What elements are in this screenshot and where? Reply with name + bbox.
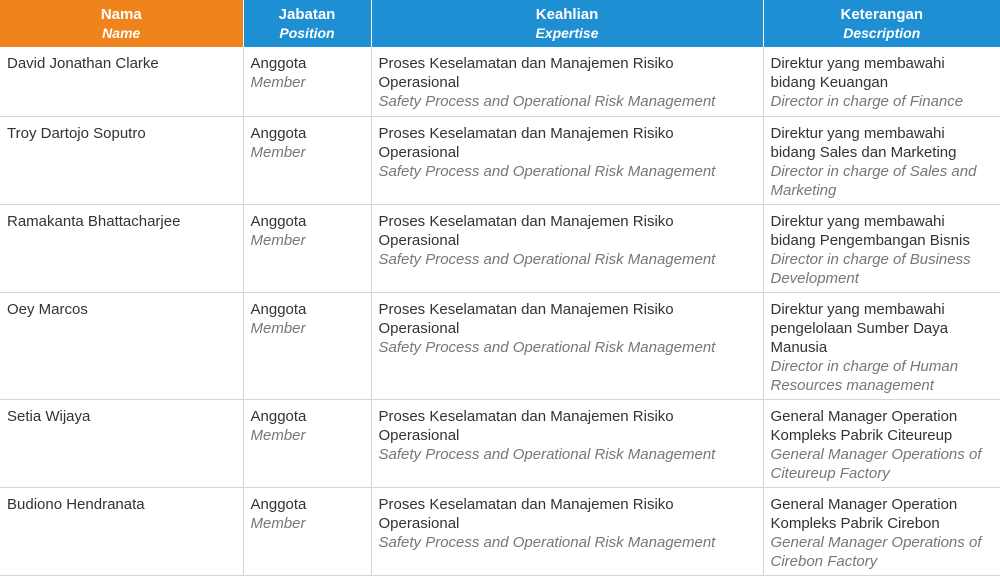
cell-name [0,116,243,204]
table-row [0,116,1000,204]
header-description [763,0,1000,47]
header-position-en: Position [244,24,371,42]
member-name: Setia Wijaya [7,408,90,425]
cell-position [243,399,371,487]
member-name: Troy Dartojo Soputro [7,125,146,142]
description-en: Director in charge of Business Development [771,250,994,288]
expertise-id: Proses Keselamatan dan Manajemen Risiko Operasional [379,300,756,338]
cell-position [243,47,371,116]
cell-position [243,292,371,399]
header-position [243,0,371,47]
cell-description [763,292,1000,399]
description-en: Director in charge of Human Resources management [771,357,994,395]
table-row [0,47,1000,116]
expertise-id: Proses Keselamatan dan Manajemen Risiko Operasional [379,124,756,162]
position-id: Anggota [251,407,364,426]
member-name: David Jonathan Clarke [7,55,159,72]
expertise-id: Proses Keselamatan dan Manajemen Risiko Operasional [379,495,756,533]
position-en: Member [251,143,364,162]
expertise-id: Proses Keselamatan dan Manajemen Risiko Operasional [379,54,756,92]
position-en: Member [251,319,364,338]
header-expertise-id: Keahlian [536,6,599,23]
position-id: Anggota [251,495,364,514]
description-en: General Manager Operations of Cirebon Factory [771,533,994,571]
cell-position [243,487,371,575]
cell-expertise [371,399,763,487]
cell-name [0,487,243,575]
expertise-en: Safety Process and Operational Risk Management [379,338,756,357]
cell-name [0,204,243,292]
header-name-en: Name [0,24,243,42]
table-header [0,0,1000,47]
description-en: Director in charge of Finance [771,92,994,111]
table-row [0,204,1000,292]
cell-name [0,292,243,399]
cell-expertise [371,116,763,204]
description-id: Direktur yang membawahi bidang Pengembangan Bisnis [771,212,994,250]
cell-expertise [371,47,763,116]
expertise-en: Safety Process and Operational Risk Management [379,250,756,269]
position-en: Member [251,231,364,250]
header-expertise-en: Expertise [372,24,763,42]
cell-expertise [371,487,763,575]
expertise-en: Safety Process and Operational Risk Management [379,445,756,464]
description-id: Direktur yang membawahi bidang Sales dan Marketing [771,124,994,162]
header-position-id: Jabatan [279,6,336,23]
expertise-en: Safety Process and Operational Risk Management [379,92,756,111]
position-en: Member [251,514,364,533]
position-id: Anggota [251,124,364,143]
expertise-en: Safety Process and Operational Risk Management [379,162,756,181]
cell-name [0,399,243,487]
position-id: Anggota [251,54,364,73]
cell-position [243,116,371,204]
cell-description [763,204,1000,292]
member-name: Oey Marcos [7,301,88,318]
position-en: Member [251,426,364,445]
description-id: General Manager Operation Kompleks Pabrik Citeureup [771,407,994,445]
description-en: Director in charge of Sales and Marketing [771,162,994,200]
member-name: Ramakanta Bhattacharjee [7,213,180,230]
table-row [0,487,1000,575]
cell-description [763,487,1000,575]
expertise-en: Safety Process and Operational Risk Management [379,533,756,552]
description-id: Direktur yang membawahi bidang Keuangan [771,54,994,92]
position-id: Anggota [251,212,364,231]
cell-description [763,399,1000,487]
description-en: General Manager Operations of Citeureup Factory [771,445,994,483]
cell-expertise [371,292,763,399]
member-name: Budiono Hendranata [7,496,145,513]
position-en: Member [251,73,364,92]
expertise-id: Proses Keselamatan dan Manajemen Risiko Operasional [379,407,756,445]
header-description-en: Description [764,24,1000,42]
header-name [0,0,243,47]
description-id: General Manager Operation Kompleks Pabrik Cirebon [771,495,994,533]
expertise-id: Proses Keselamatan dan Manajemen Risiko Operasional [379,212,756,250]
header-description-id: Keterangan [840,6,923,23]
header-expertise [371,0,763,47]
table-row [0,292,1000,399]
cell-expertise [371,204,763,292]
header-name-id: Nama [101,6,142,23]
cell-description [763,116,1000,204]
table-row [0,399,1000,487]
position-id: Anggota [251,300,364,319]
cell-name [0,47,243,116]
description-id: Direktur yang membawahi pengelolaan Sumber Daya Manusia [771,300,994,357]
cell-description [763,47,1000,116]
cell-position [243,204,371,292]
